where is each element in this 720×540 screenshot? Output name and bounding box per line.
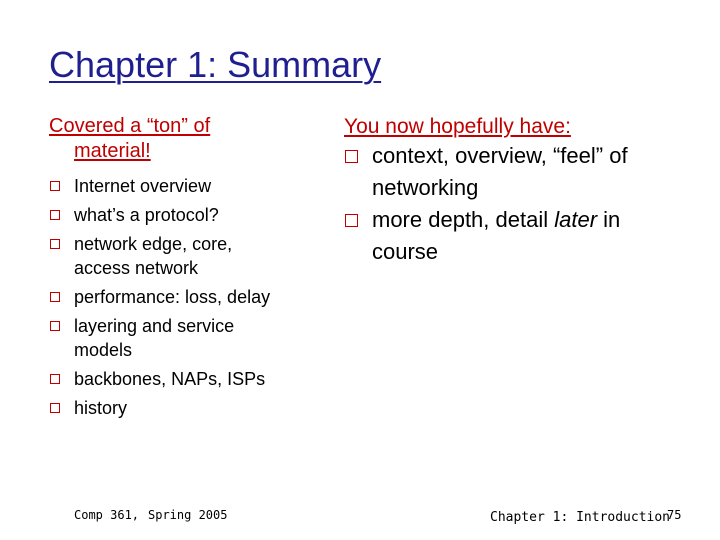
list-item-text: layering and service models [74, 316, 235, 360]
right-heading: You now hopefully have: [344, 115, 571, 138]
square-bullet-icon [50, 292, 60, 302]
list-item-text: context, overview, “feel” of networking [372, 143, 628, 200]
right-column [344, 114, 664, 268]
list-item-text: more depth, detail [372, 207, 555, 232]
square-bullet-icon [345, 214, 358, 227]
list-item-text: performance: loss, delay [74, 287, 271, 307]
list-item-text: what’s a protocol? [74, 205, 219, 225]
list-item-text: Internet overview [74, 176, 212, 196]
left-heading-line2: material! [74, 140, 151, 162]
list-item [49, 232, 274, 280]
list-item [49, 174, 319, 198]
list-item-text-tail: in course [372, 207, 621, 264]
square-bullet-icon [50, 321, 60, 331]
list-item-text: backbones, NAPs, ISPs [74, 369, 266, 389]
list-item-text: network edge, core, access network [74, 234, 233, 278]
list-item [49, 396, 319, 420]
list-item [344, 204, 662, 268]
list-item [49, 367, 319, 391]
square-bullet-icon [345, 150, 358, 163]
list-item [49, 203, 319, 227]
list-item-text: history [74, 398, 128, 418]
list-item [49, 285, 319, 309]
page-number: 75 [667, 508, 682, 522]
square-bullet-icon [50, 239, 60, 249]
footer-chapter: Chapter 1: Introduction [490, 510, 671, 525]
square-bullet-icon [50, 210, 60, 220]
left-heading-line1: Covered a “ton” of [49, 115, 211, 137]
square-bullet-icon [50, 181, 60, 191]
right-list [344, 140, 664, 268]
square-bullet-icon [50, 374, 60, 384]
list-item-emphasis: later [554, 207, 598, 232]
footer-term: Spring 2005 [148, 508, 228, 522]
slide-title: Chapter 1: Summary [49, 44, 382, 85]
footer-course: Comp 361, [74, 508, 140, 522]
list-item [49, 314, 274, 362]
left-list [49, 174, 319, 420]
list-item [344, 140, 662, 204]
left-heading [49, 114, 319, 164]
left-column [49, 114, 319, 425]
square-bullet-icon [50, 403, 60, 413]
